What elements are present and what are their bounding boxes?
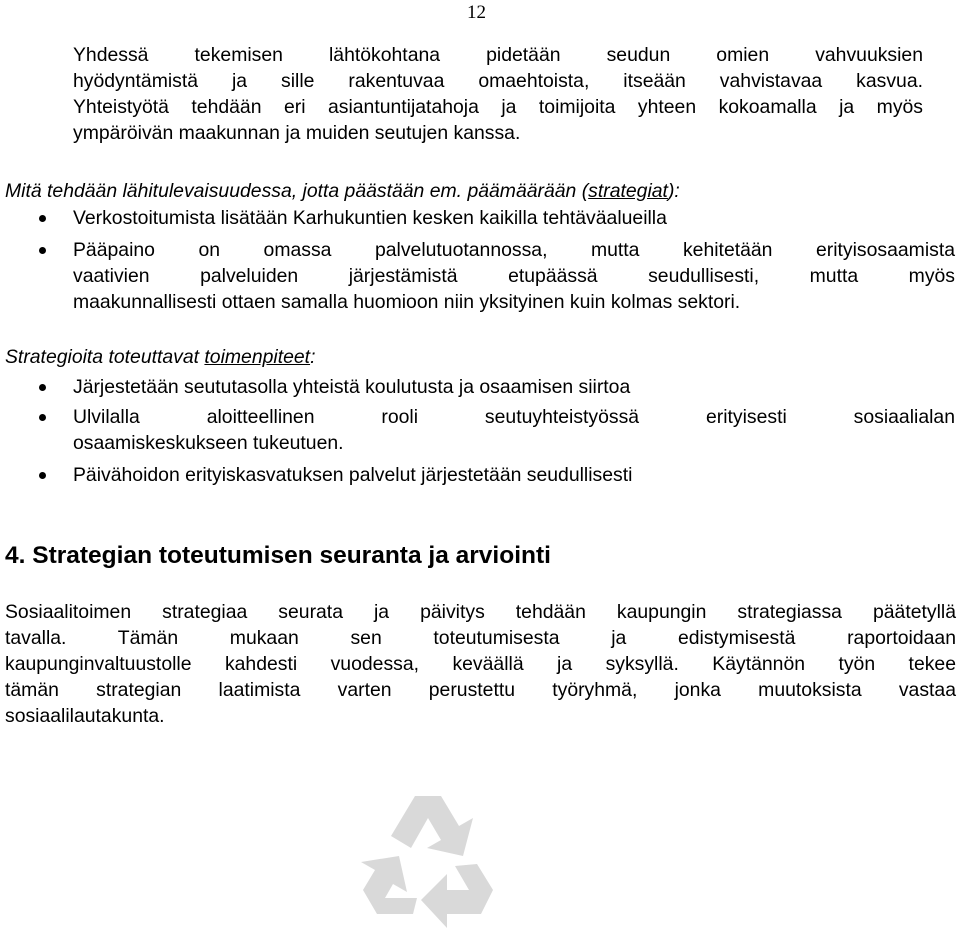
strategies-heading bbox=[5, 178, 680, 204]
paragraph-line: Sosiaalitoimen strategiaa seurata ja päivitys tehdään kaupungin strategiassa päätetyllä bbox=[5, 601, 956, 623]
intro-paragraph bbox=[73, 42, 923, 146]
bullet-icon bbox=[39, 384, 46, 391]
actions-list bbox=[5, 374, 955, 488]
paragraph-line: sosiaalilautakunta. bbox=[5, 705, 165, 727]
bullet-icon bbox=[39, 414, 46, 421]
list-item-text: osaamiskeskukseen tukeutuen. bbox=[73, 432, 344, 454]
list-item-text: Järjestetään seututasolla yhteistä koulutusta ja osaamisen siirtoa bbox=[73, 376, 631, 398]
actions-heading-suffix: : bbox=[310, 346, 316, 368]
actions-heading-link: toimenpiteet bbox=[204, 346, 311, 368]
bullet-icon bbox=[39, 472, 46, 479]
list-item bbox=[5, 404, 955, 456]
list-item-text: Ulvilalla aloitteellinen rooli seutuyhteistyössä erityisesti sosiaalialan bbox=[73, 406, 955, 428]
strategies-list bbox=[5, 205, 955, 315]
list-item-text: Päivähoidon erityiskasvatuksen palvelut järjestetään seudullisesti bbox=[73, 464, 633, 486]
intro-line: hyödyntämistä ja sille rakentuvaa omaehtoista, itseään vahvistavaa kasvua. bbox=[73, 70, 923, 92]
actions-heading bbox=[5, 344, 315, 370]
section-title: 4. Strategian toteutumisen seuranta ja arviointi bbox=[5, 542, 551, 569]
section4-paragraph bbox=[5, 599, 956, 729]
intro-line: Yhdessä tekemisen lähtökohtana pidetään seudun omien vahvuuksien bbox=[73, 44, 923, 66]
list-item-text: vaativien palveluiden järjestämistä etupäässä seudullisesti, mutta myös bbox=[73, 265, 955, 287]
actions-heading-text: Strategioita toteuttavat bbox=[5, 346, 205, 368]
paragraph-line: tämän strategian laatimista varten perustettu työryhmä, jonka muutoksista vastaa bbox=[5, 679, 956, 701]
list-item bbox=[5, 205, 955, 231]
bullet-icon bbox=[39, 215, 46, 222]
strategies-heading-link: strategiat bbox=[588, 180, 668, 202]
list-item-text: maakunnallisesti ottaen samalla huomioon niin yksityinen kuin kolmas sektori. bbox=[73, 291, 741, 313]
page-number: 12 bbox=[467, 2, 486, 23]
list-item bbox=[5, 374, 955, 400]
recycle-watermark-icon bbox=[355, 790, 505, 938]
strategies-heading-text: Mitä tehdään lähitulevaisuudessa, jotta päästään em. päämäärään ( bbox=[5, 180, 589, 202]
list-item bbox=[5, 237, 955, 315]
intro-line: Yhteistyötä tehdään eri asiantuntijatahoja ja toimijoita yhteen kokoamalla ja myös bbox=[73, 96, 923, 118]
paragraph-line: tavalla. Tämän mukaan sen toteutumisesta ja edistymisestä raportoidaan bbox=[5, 627, 956, 649]
paragraph-line: kaupunginvaltuustolle kahdesti vuodessa, keväällä ja syksyllä. Käytännön työn tekee bbox=[5, 653, 956, 675]
list-item-text: Verkostoitumista lisätään Karhukuntien kesken kaikilla tehtäväalueilla bbox=[73, 207, 667, 229]
bullet-icon bbox=[39, 247, 46, 254]
intro-line: ympäröivän maakunnan ja muiden seutujen kanssa. bbox=[73, 122, 521, 144]
list-item bbox=[5, 462, 955, 488]
list-item-text: Pääpaino on omassa palvelutuotannossa, mutta kehitetään erityisosaamista bbox=[73, 239, 955, 261]
strategies-heading-suffix: ): bbox=[667, 180, 680, 202]
